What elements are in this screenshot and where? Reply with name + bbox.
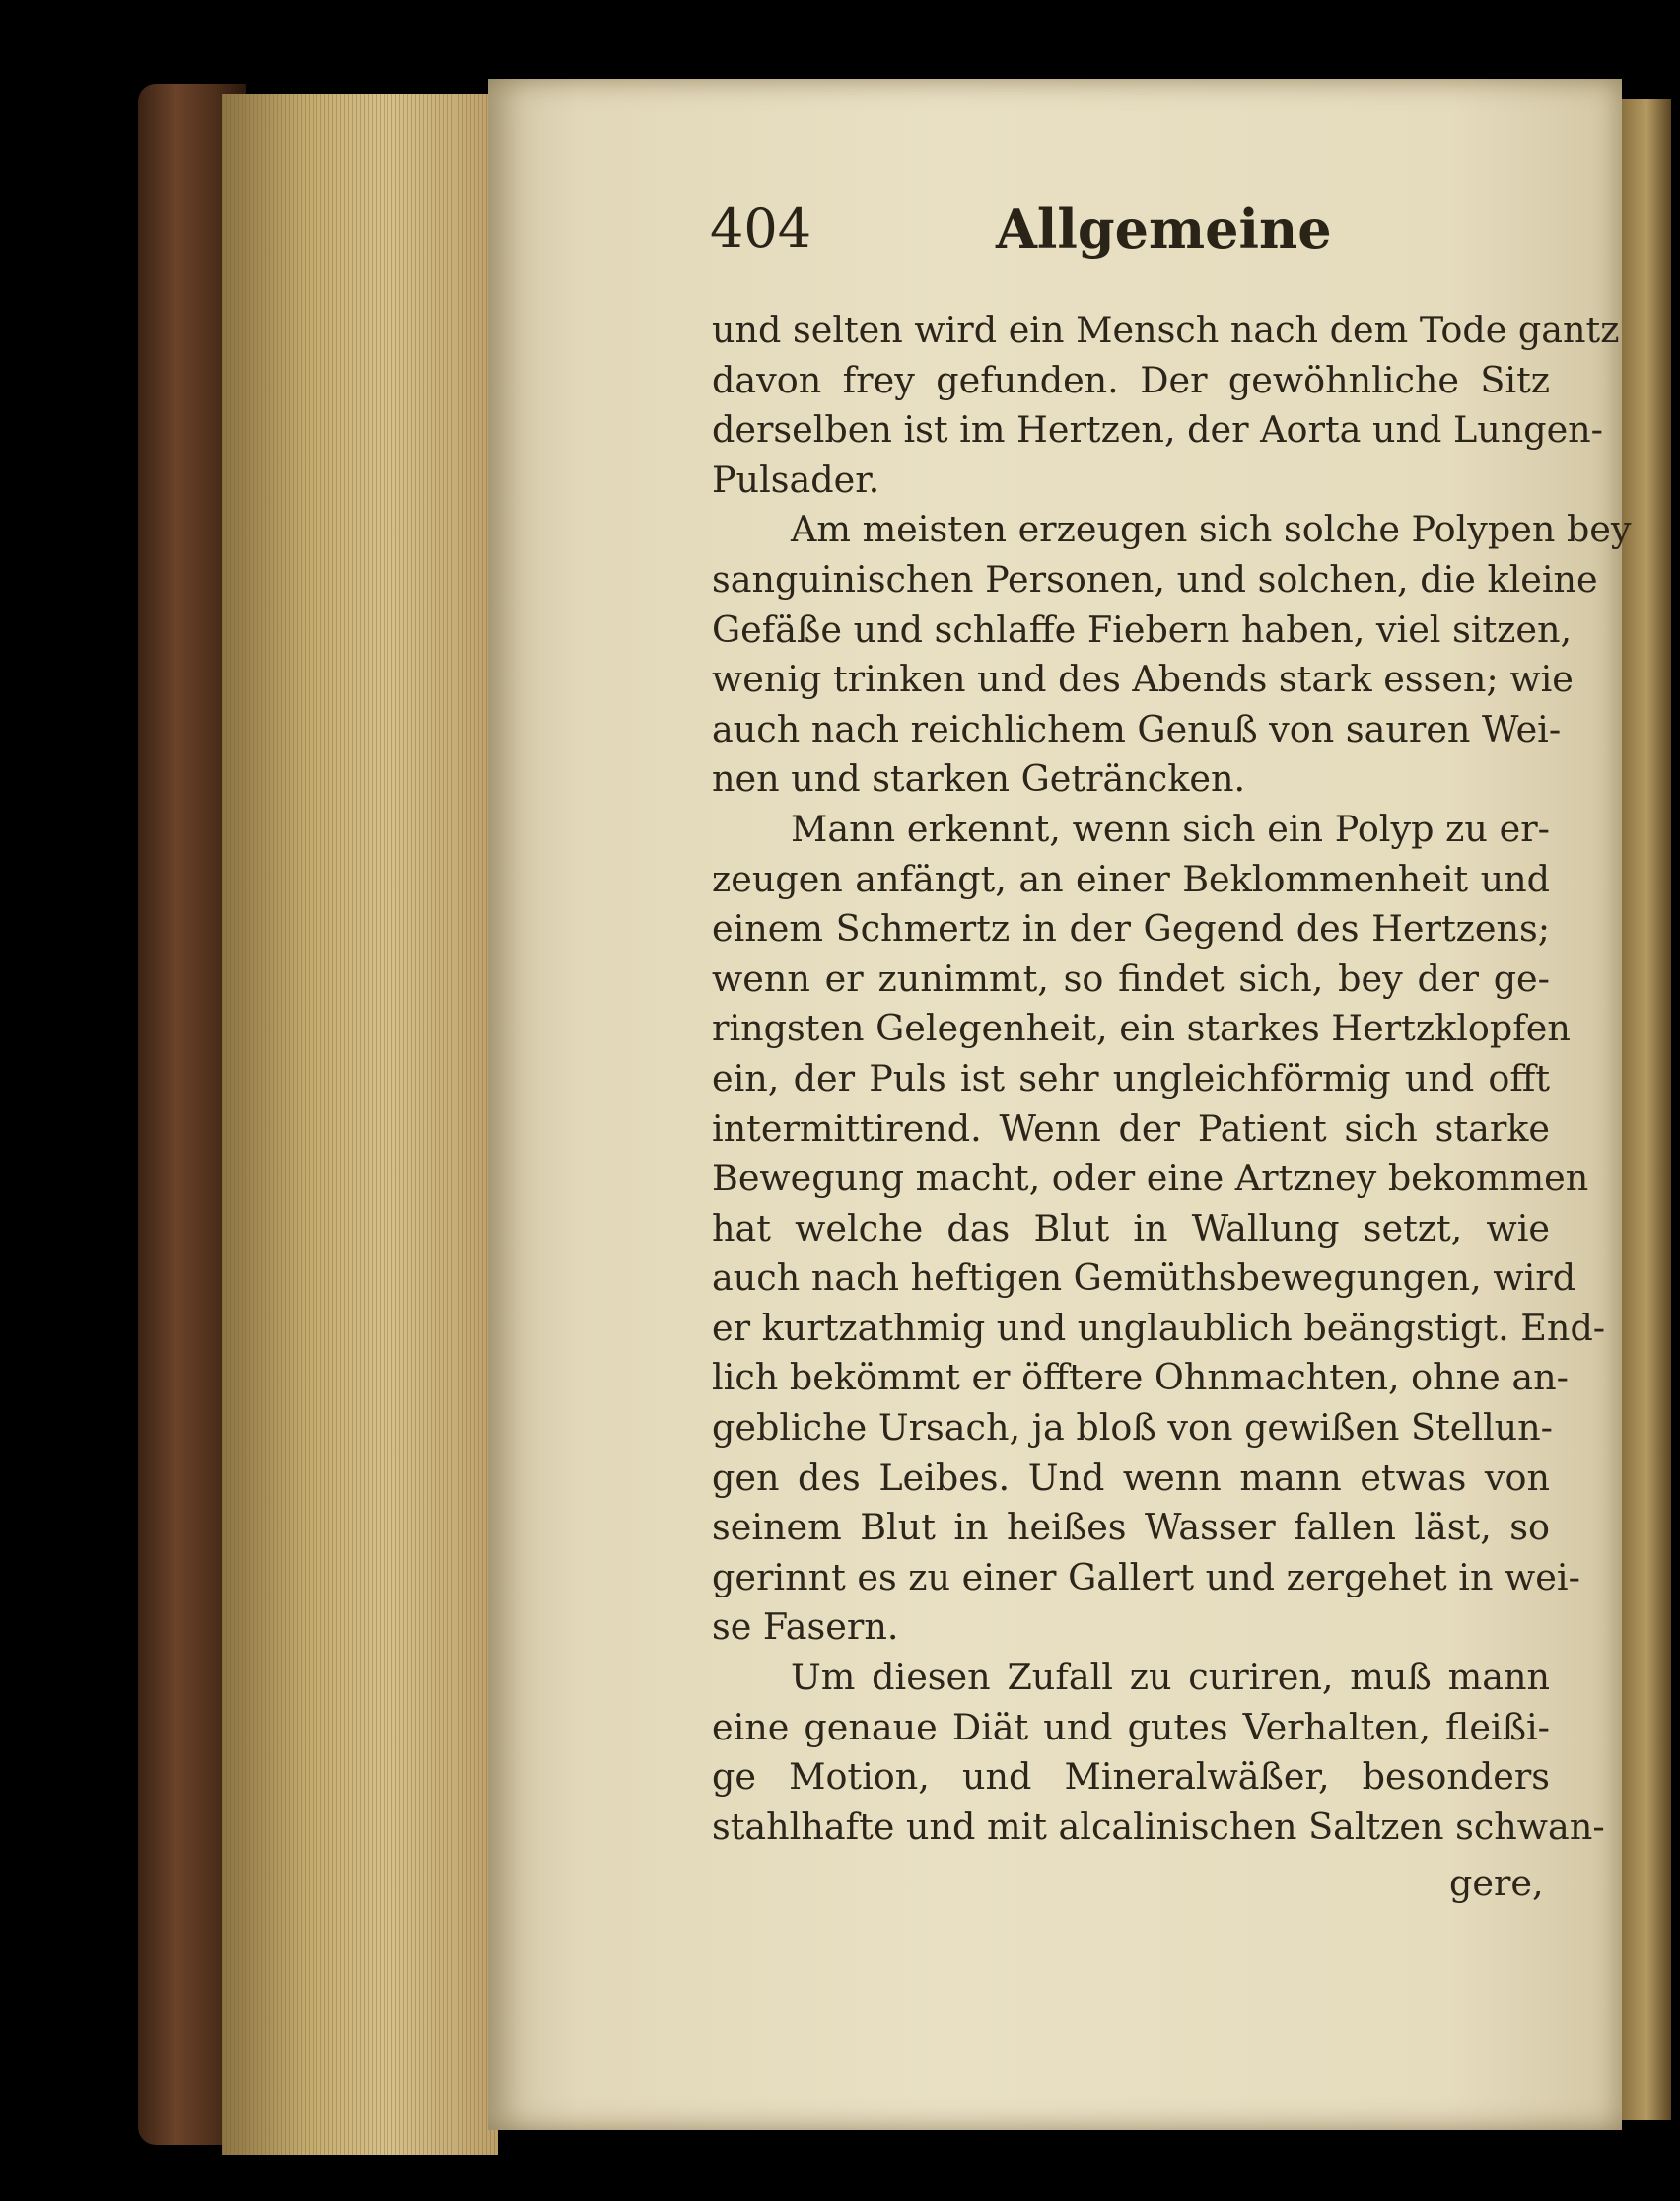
- text-line: gen des Leibes. Und wenn mann etwas von: [712, 1456, 1550, 1499]
- text-line: wenn er zunimmt, so findet sich, bey der ge-: [712, 957, 1550, 1000]
- body-text: [712, 306, 1632, 1852]
- text-line: gerinnt es zu einer Gallert und zergehet in wei-: [712, 1555, 1580, 1598]
- text-line: gebliche Ursach, ja bloß von gewißen Stellun-: [712, 1406, 1554, 1450]
- text-line: auch nach reichlichem Genuß von sauren Wei-: [712, 707, 1562, 750]
- text-line: Gefäße und schlaffe Fiebern haben, viel sitzen,: [712, 607, 1573, 651]
- text-line: er kurtzathmig und unglaublich beängstigt. End-: [712, 1306, 1606, 1349]
- text-line: Bewegung macht, oder eine Artzney bekommen: [712, 1157, 1589, 1200]
- text-line: Am meisten erzeugen sich solche Polypen bey: [791, 508, 1632, 551]
- text-line: ein, der Puls ist sehr ungleichförmig und offt: [712, 1056, 1550, 1100]
- text-line: auch nach heftigen Gemüthsbewegungen, wird: [712, 1256, 1576, 1300]
- text-line: zeugen anfängt, an einer Beklommenheit und: [712, 857, 1550, 900]
- text-line: Um diesen Zufall zu curiren, muß mann: [791, 1656, 1550, 1699]
- text-line: lich bekömmt er öfftere Ohnmachten, ohne an-: [712, 1356, 1569, 1399]
- right-page-edge: [1622, 99, 1671, 2120]
- text-line: und selten wird ein Mensch nach dem Tode gantz: [712, 309, 1620, 351]
- text-line: eine genaue Diät und gutes Verhalten, fleißi-: [712, 1705, 1550, 1748]
- text-line: wenig trinken und des Abends stark essen; wie: [712, 658, 1574, 701]
- text-line: seinem Blut in heißes Wasser fallen läst, so: [712, 1506, 1550, 1549]
- page-edges: [222, 94, 498, 2155]
- text-line: ringsten Gelegenheit, ein starkes Hertzklopfen: [712, 1007, 1571, 1050]
- text-line: nen und starken Geträncken.: [712, 757, 1246, 801]
- text-line: davon frey gefunden. Der gewöhnliche Sitz: [712, 358, 1550, 401]
- text-line: sanguinischen Personen, und solchen, die kleine: [712, 557, 1598, 601]
- text-line: ge Motion, und Mineralwäßer, besonders: [712, 1755, 1550, 1799]
- text-line: einem Schmertz in der Gegend des Hertzens;: [712, 907, 1550, 951]
- text-line: stahlhafte und mit alcalinischen Saltzen schwan-: [712, 1805, 1605, 1848]
- text-line: Pulsader.: [712, 458, 880, 501]
- page-header: [710, 197, 1558, 276]
- text-line: se Fasern.: [712, 1605, 899, 1649]
- text-line: derselben ist im Hertzen, der Aorta und Lungen-: [712, 408, 1604, 452]
- catchword: gere,: [1449, 1862, 1544, 1904]
- page-number: 404: [710, 197, 812, 259]
- running-head: Allgemeine: [996, 197, 1332, 260]
- text-line: Mann erkennt, wenn sich ein Polyp zu er-: [791, 807, 1550, 850]
- text-line: hat welche das Blut in Wallung setzt, wie: [712, 1206, 1550, 1249]
- text-line: intermittirend. Wenn der Patient sich starke: [712, 1106, 1550, 1150]
